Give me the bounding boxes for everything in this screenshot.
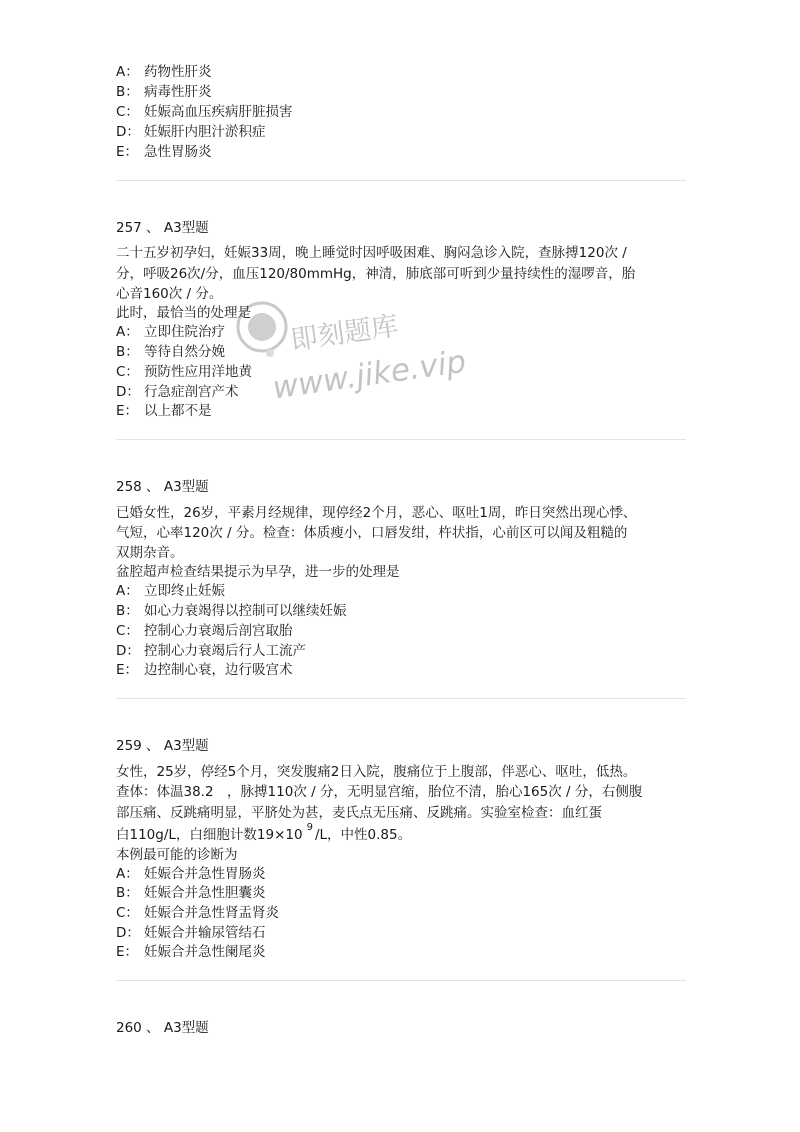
q258-option-b[interactable]: B： 如心力衰竭得以控制可以继续妊娠: [116, 603, 347, 619]
q259-option-b[interactable]: B： 妊娠合并急性胆囊炎: [116, 885, 266, 901]
question-header: 260 、 A3型题: [116, 1020, 209, 1036]
question-stem-line: 二十五岁初孕妇，妊娠33周，晚上睡觉时因呼吸困难、胸闷急诊入院，查脉搏120次 /: [116, 245, 627, 261]
watermark: [232, 295, 469, 415]
q259-option-e[interactable]: E： 妊娠合并急性阑尾炎: [116, 944, 266, 960]
q257-option-c[interactable]: C： 预防性应用洋地黄: [116, 364, 252, 380]
q259-option-a[interactable]: A： 妊娠合并急性胃肠炎: [116, 866, 266, 882]
question-prompt: 本例最可能的诊断为: [116, 847, 238, 863]
q256-option-a[interactable]: A： 药物性肝炎: [116, 64, 212, 80]
question-stem-line: 心音160次 / 分。: [116, 286, 223, 302]
question-header: 257 、 A3型题: [116, 220, 209, 236]
divider: [116, 180, 686, 181]
q256-option-e[interactable]: E： 急性胃肠炎: [116, 144, 212, 160]
question-stem-line: 女性，25岁，停经5个月，突发腹痛2日入院，腹痛位于上腹部，伴恶心、呕吐，低热。: [116, 764, 637, 780]
q256-option-c[interactable]: C： 妊娠高血压疾病肝脏损害: [116, 104, 293, 120]
question-stem-line: 查体：体温38.2 ，脉搏110次 / 分，无明显宫缩，胎位不清，胎心165次 / 分，右侧腹: [116, 784, 643, 800]
superscript-exponent: 9: [306, 822, 313, 833]
question-stem-line: 部压痛、反跳痛明显，平脐处为甚，麦氏点无压痛、反跳痛。实验室检查：血红蛋: [116, 805, 602, 821]
q256-option-d[interactable]: D： 妊娠肝内胆汁淤积症: [116, 124, 266, 140]
q258-option-a[interactable]: A： 立即终止妊娠: [116, 583, 225, 599]
question-stem-line: 气短，心率120次 / 分。检查：体质瘦小，口唇发绀，杵状指，心前区可以闻及粗糙的: [116, 525, 628, 541]
question-stem-line: 已婚女性，26岁，平素月经规律，现停经2个月，恶心、呕吐1周，昨日突然出现心悸、: [116, 505, 637, 521]
q258-option-e[interactable]: E： 边控制心衰，边行吸宫术: [116, 662, 293, 678]
watermark-url-text: www.jike.vip: [270, 343, 469, 407]
question-prompt: 此时，最恰当的处理是: [116, 305, 251, 321]
question-prompt: 盆腔超声检查结果提示为早孕，进一步的处理是: [116, 564, 400, 580]
question-header: 258 、 A3型题: [116, 479, 209, 495]
question-stem-line: 双期杂音。: [116, 545, 184, 561]
q259-option-c[interactable]: C： 妊娠合并急性肾盂肾炎: [116, 905, 279, 921]
watermark-brand-text: 即刻题库: [288, 310, 401, 357]
divider: [116, 439, 686, 440]
q258-option-c[interactable]: C： 控制心力衰竭后剖宫取胎: [116, 623, 293, 639]
q258-option-d[interactable]: D： 控制心力衰竭后行人工流产: [116, 643, 306, 659]
q256-option-b[interactable]: B： 病毒性肝炎: [116, 84, 212, 100]
q257-option-b[interactable]: B： 等待自然分娩: [116, 344, 225, 360]
q257-option-a[interactable]: A： 立即住院治疗: [116, 324, 225, 340]
question-header: 259 、 A3型题: [116, 738, 209, 754]
question-stem-line: 分，呼吸26次/分，血压120/80mmHg，神清，肺底部可听到少量持续性的湿啰音，胎: [116, 266, 636, 282]
divider: [116, 698, 686, 699]
q257-option-e[interactable]: E： 以上都不是: [116, 403, 212, 419]
question-stem-line: 白110g/L，白细胞计数19×10 $^9$ /L，中性0.85。: [116, 822, 412, 843]
divider: [116, 980, 686, 981]
q259-option-d[interactable]: D： 妊娠合并输尿管结石: [116, 925, 266, 941]
q257-option-d[interactable]: D： 行急症剖宫产术: [116, 384, 239, 400]
